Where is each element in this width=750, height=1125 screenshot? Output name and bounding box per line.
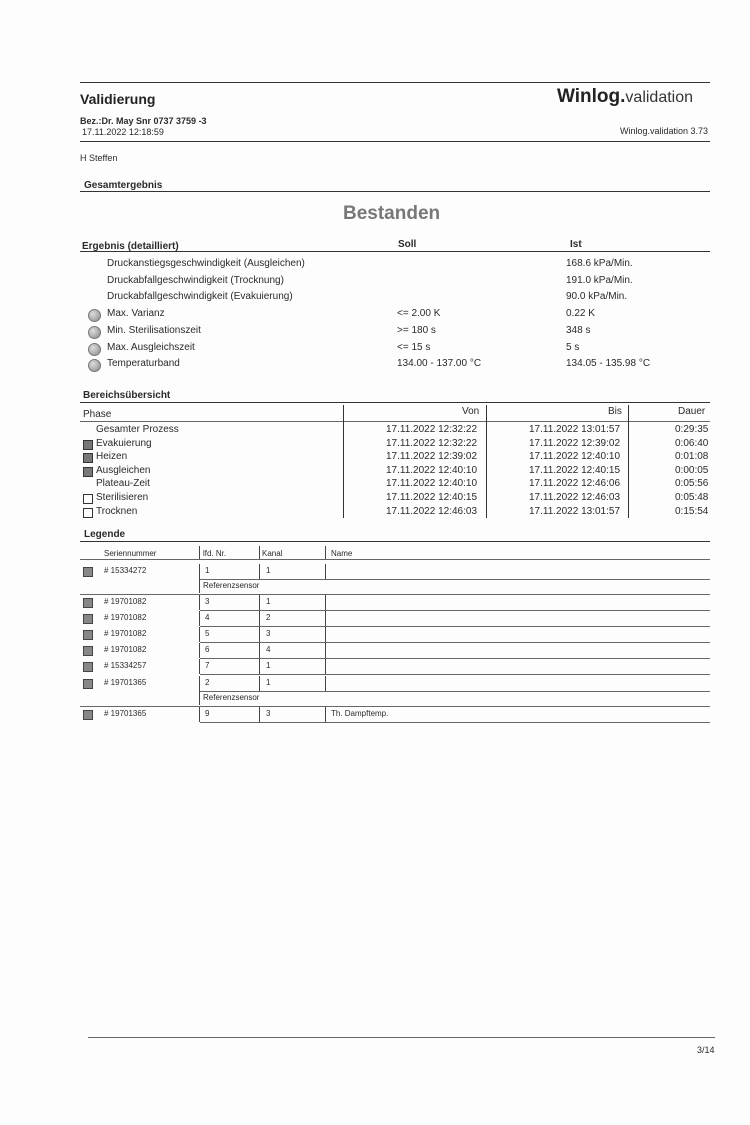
legend-header-rule [80,559,710,560]
page-title: Validierung [80,91,156,107]
legend-divider [325,595,326,610]
legend-divider [325,564,326,579]
phase-color-swatch [83,453,93,463]
sensor-kanal: 3 [266,709,271,718]
ergebnis-ist: 0.22 K [566,308,595,319]
bereich-divider-1 [343,405,344,518]
sensor-kanal: 1 [266,661,271,670]
footer-rule [88,1037,715,1038]
sensor-color-swatch [83,614,93,624]
bereich-heading: Bereichsübersicht [83,390,171,401]
legend-divider [259,676,260,691]
ergebnis-ist: 348 s [566,325,591,336]
legend-row-rule [80,594,710,595]
check-icon [88,326,101,339]
ergebnis-ist: 90.0 kPa/Min. [566,291,628,302]
phase-von: 17.11.2022 12:32:22 [386,438,478,449]
legend-row-rule [200,722,710,723]
soll-column-header: Soll [398,239,417,250]
legend-divider [259,627,260,642]
phase-empty-swatch [83,494,93,504]
sensor-lfd: 1 [205,566,210,575]
operator-name: H Steffen [80,153,118,163]
sensor-serial: # 19701082 [104,629,147,638]
legend-header-divider-3 [325,546,326,559]
lfd-column-header: lfd. Nr. [203,549,227,558]
name-column-header: Name [331,549,353,558]
ergebnis-label: Druckabfallgeschwindigkeit (Evakuierung) [107,291,293,302]
legend-header-divider-2 [259,546,260,559]
legend-divider [199,611,200,626]
legend-divider [259,611,260,626]
ergebnis-soll: <= 2.00 K [397,308,441,319]
legend-divider [199,627,200,642]
sensor-serial: # 15334257 [104,661,147,670]
sensor-kanal: 2 [266,613,271,622]
phase-bis: 17.11.2022 12:40:10 [529,451,621,462]
phase-dauer: 0:05:48 [675,492,709,503]
sensor-lfd: 5 [205,629,210,638]
serial-column-header: Seriennummer [104,549,157,558]
ergebnis-label: Max. Varianz [107,308,165,319]
legend-divider [199,595,200,610]
legend-divider [259,659,260,674]
bereich-top-rule [80,402,710,403]
phase-von: 17.11.2022 12:46:03 [386,506,478,517]
legend-divider [259,643,260,658]
sensor-name: Th. Dampftemp. [331,709,389,718]
legend-row-rule [80,706,710,707]
overall-result: Bestanden [343,203,441,224]
sensor-serial: # 15334272 [104,566,147,575]
sensor-lfd: 3 [205,597,210,606]
ergebnis-ist: 134.05 - 135.98 °C [566,358,651,369]
phase-bis: 17.11.2022 12:40:15 [529,465,621,476]
phase-dauer: 0:01:08 [675,451,709,462]
phase-von: 17.11.2022 12:40:15 [386,492,478,503]
phase-dauer: 0:29:35 [675,424,709,435]
legend-divider [199,707,200,722]
gesamtergebnis-rule [80,191,710,192]
phase-von: 17.11.2022 12:39:02 [386,451,478,462]
legend-row-rule [200,658,710,659]
sensor-color-swatch [83,662,93,672]
legend-divider [325,611,326,626]
winlog-logo [557,86,693,108]
ergebnis-label: Druckanstiegsgeschwindigkeit (Ausgleichen) [107,258,305,269]
sensor-serial: # 19701082 [104,597,147,606]
sensor-serial: # 19701365 [104,709,147,718]
legend-divider [199,643,200,658]
ergebnis-ist: 168.6 kPa/Min. [566,258,633,269]
legend-divider [325,627,326,642]
phase-color-swatch [83,467,93,477]
sensor-color-swatch [83,679,93,689]
ergebnis-label: Druckabfallgeschwindigkeit (Trocknung) [107,275,284,286]
phase-von: 17.11.2022 12:40:10 [386,465,478,476]
ergebnis-label: Temperaturband [107,358,180,369]
bereich-header-rule [80,421,710,422]
phase-dauer: 0:06:40 [675,438,709,449]
legend-row-rule [200,691,710,692]
ergebnis-heading: Ergebnis (detailliert) [82,241,179,252]
ergebnis-soll: 134.00 - 137.00 °C [397,358,482,369]
bereich-divider-2 [486,405,487,518]
sensor-color-swatch [83,646,93,656]
sensor-lfd: 7 [205,661,210,670]
phase-color-swatch [83,440,93,450]
sensor-kanal: 1 [266,597,271,606]
phase-dauer: 0:15:54 [675,506,709,517]
phase-name: Trocknen [96,506,138,517]
legend-row-rule [200,674,710,675]
legend-row-rule [200,610,710,611]
legend-divider [259,595,260,610]
ergebnis-ist: 5 s [566,342,580,353]
phase-von: 17.11.2022 12:32:22 [386,424,478,435]
sensor-serial: # 19701082 [104,645,147,654]
check-icon [88,359,101,372]
sensor-color-swatch [83,710,93,720]
bereich-divider-3 [628,405,629,518]
sensor-serial: # 19701365 [104,678,147,687]
logo-bold-text: Winlog. [557,86,626,107]
ergebnis-soll: <= 15 s [397,342,431,353]
legend-row-rule [200,579,710,580]
phase-bis: 17.11.2022 12:46:03 [529,492,621,503]
phase-dauer: 0:00:05 [675,465,709,476]
sensor-lfd: 4 [205,613,210,622]
kanal-column-header: Kanal [262,549,283,558]
sensor-color-swatch [83,567,93,577]
ergebnis-soll: >= 180 s [397,325,436,336]
phase-bis: 17.11.2022 12:39:02 [529,438,621,449]
phase-dauer: 0:05:56 [675,478,709,489]
sensor-kanal: 1 [266,678,271,687]
reference-text: Bez.:Dr. May Snr 0737 3759 -3 [80,116,207,126]
ergebnis-ist: 191.0 kPa/Min. [566,275,633,286]
phase-von: 17.11.2022 12:40:10 [386,478,478,489]
legend-divider [325,676,326,691]
sensor-serial: # 19701082 [104,613,147,622]
ergebnis-label: Max. Ausgleichszeit [107,342,195,353]
page-number: 3/14 [697,1045,715,1055]
header-top-rule [80,82,710,83]
phase-column-header: Phase [83,409,112,420]
legend-divider [199,659,200,674]
phase-name: Gesamter Prozess [96,424,179,435]
reference-sensor-label: Referenzsensor [203,581,260,590]
sensor-kanal: 4 [266,645,271,654]
legend-header-divider-1 [199,546,200,559]
header-bottom-rule [80,141,710,142]
check-icon [88,343,101,356]
phase-name: Sterilisieren [96,492,149,503]
legend-divider [325,659,326,674]
legend-row-rule [200,642,710,643]
legend-divider [325,643,326,658]
ergebnis-rule [80,251,710,252]
phase-bis: 17.11.2022 13:01:57 [529,506,621,517]
sensor-lfd: 9 [205,709,210,718]
phase-name: Evakuierung [96,438,152,449]
ist-column-header: Ist [570,239,582,250]
legend-divider [259,564,260,579]
software-version: Winlog.validation 3.73 [620,126,709,136]
sensor-kanal: 3 [266,629,271,638]
phase-bis: 17.11.2022 12:46:06 [529,478,621,489]
bis-column-header: Bis [608,406,622,417]
dauer-column-header: Dauer [678,406,706,417]
ergebnis-label: Min. Sterilisationszeit [107,325,201,336]
von-column-header: Von [462,406,480,417]
logo-regular-text: validation [625,89,694,106]
phase-name: Ausgleichen [96,465,151,476]
legend-divider [325,707,326,722]
sensor-color-swatch [83,630,93,640]
legend-row-rule [200,626,710,627]
legend-divider [259,707,260,722]
gesamtergebnis-heading: Gesamtergebnis [84,180,163,191]
sensor-lfd: 6 [205,645,210,654]
phase-empty-swatch [83,508,93,518]
sensor-color-swatch [83,598,93,608]
legende-heading: Legende [84,529,126,540]
check-icon [88,309,101,322]
phase-name: Heizen [96,451,128,462]
phase-bis: 17.11.2022 13:01:57 [529,424,621,435]
reference-sensor-label: Referenzsensor [203,693,260,702]
sensor-lfd: 2 [205,678,210,687]
report-datetime: 17.11.2022 12:18:59 [82,127,164,137]
phase-name: Plateau-Zeit [96,478,150,489]
legende-rule [80,541,710,542]
sensor-kanal: 1 [266,566,271,575]
